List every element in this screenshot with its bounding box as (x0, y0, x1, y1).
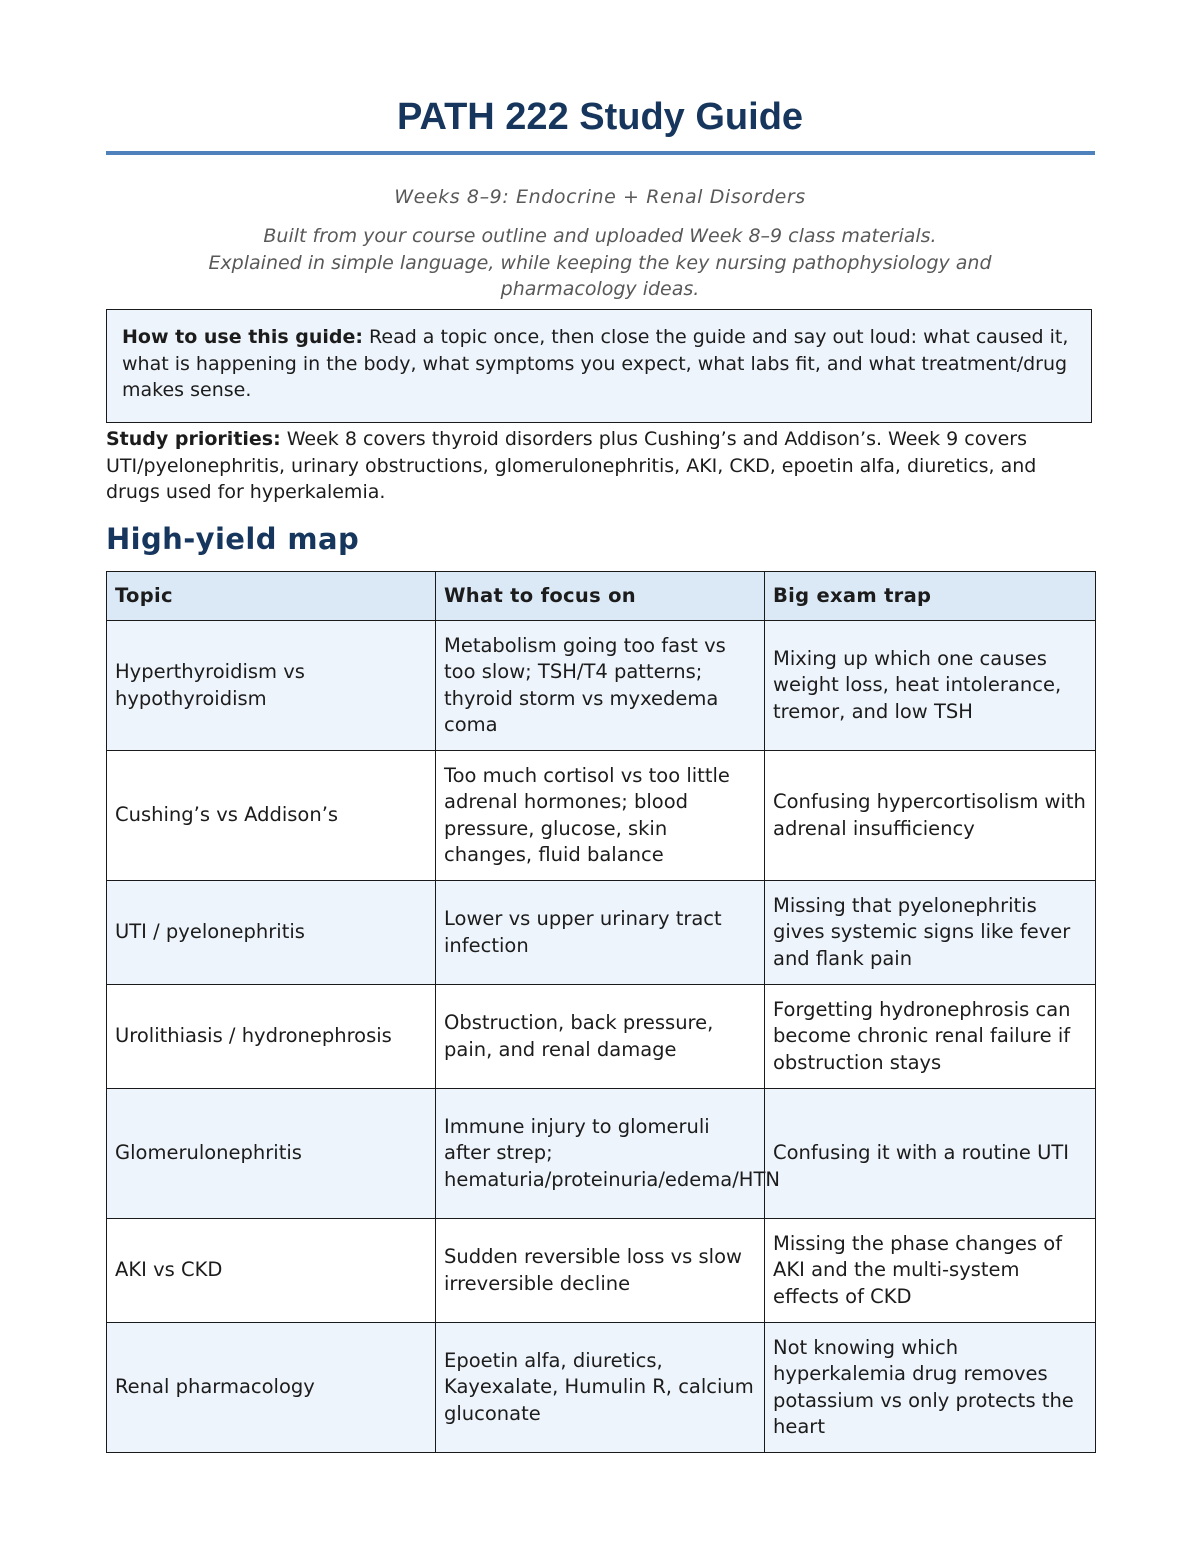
column-header-trap: Big exam trap (765, 572, 1096, 621)
focus-cell: Metabolism going too fast vs too slow; TSH/T4 patterns; thyroid storm vs myxedema coma (436, 621, 765, 751)
intro-line: Explained in simple language, while keeping the key nursing pathophysiology and (208, 251, 992, 274)
column-header-topic: Topic (107, 572, 436, 621)
focus-cell: Immune injury to glomeruli after strep; hematuria/proteinuria/edema/HTN (436, 1089, 765, 1219)
topic-cell: AKI vs CKD (107, 1219, 436, 1323)
intro-text (150, 223, 1050, 303)
trap-cell: Forgetting hydronephrosis can become chronic renal failure if obstruction stays (765, 985, 1096, 1089)
priorities-label: Study priorities: (106, 428, 281, 450)
priorities-text: Week 8 covers thyroid disorders plus Cushing’s and Addison’s. Week 9 covers UTI/pyelonephritis, urinary obstructions, glomerulonephritis, AKI, CKD, epoetin alfa, diuretics, and drugs used for hyperkalemia. (106, 428, 1037, 503)
table-row (107, 1323, 1096, 1453)
study-priorities (106, 426, 1096, 506)
document-subtitle: Weeks 8–9: Endocrine + Renal Disorders (394, 186, 806, 208)
trap-cell: Missing that pyelonephritis gives systemic signs like fever and flank pain (765, 881, 1096, 985)
table-row (107, 1219, 1096, 1323)
table-row (107, 621, 1096, 751)
topic-cell: Cushing’s vs Addison’s (107, 751, 436, 881)
focus-cell: Epoetin alfa, diuretics, Kayexalate, Humulin R, calcium gluconate (436, 1323, 765, 1453)
focus-cell: Lower vs upper urinary tract infection (436, 881, 765, 985)
topic-cell: Hyperthyroidism vs hypothyroidism (107, 621, 436, 751)
table-row (107, 881, 1096, 985)
intro-line: Built from your course outline and uploaded Week 8–9 class materials. (263, 225, 937, 247)
trap-cell: Mixing up which one causes weight loss, heat intolerance, tremor, and low TSH (765, 621, 1096, 751)
topic-cell: UTI / pyelonephritis (107, 881, 436, 985)
table-row (107, 985, 1096, 1089)
table-row (107, 751, 1096, 881)
focus-cell: Too much cortisol vs too little adrenal hormones; blood pressure, glucose, skin changes, fluid balance (436, 751, 765, 881)
howto-text: Read a topic once, then close the guide and say out loud: what caused it, what is happening in the body, what symptoms you expect, what labs fit, and what treatment/drug makes sense. (122, 326, 1069, 401)
table-header-row (107, 572, 1096, 621)
column-header-focus: What to focus on (436, 572, 765, 621)
how-to-use-callout (106, 309, 1092, 423)
howto-label: How to use this guide: (122, 326, 363, 348)
topic-cell: Renal pharmacology (107, 1323, 436, 1453)
trap-cell: Confusing hypercortisolism with adrenal insufficiency (765, 751, 1096, 881)
trap-cell: Confusing it with a routine UTI (765, 1089, 1096, 1219)
high-yield-table (106, 571, 1096, 1453)
section-heading: High-yield map (106, 522, 360, 556)
intro-line: pharmacology ideas. (500, 278, 700, 300)
title-divider (106, 151, 1095, 155)
trap-cell: Not knowing which hyperkalemia drug removes potassium vs only protects the heart (765, 1323, 1096, 1453)
focus-cell: Obstruction, back pressure, pain, and renal damage (436, 985, 765, 1089)
focus-cell: Sudden reversible loss vs slow irreversible decline (436, 1219, 765, 1323)
topic-cell: Urolithiasis / hydronephrosis (107, 985, 436, 1089)
table-row (107, 1089, 1096, 1219)
trap-cell: Missing the phase changes of AKI and the multi-system effects of CKD (765, 1219, 1096, 1323)
topic-cell: Glomerulonephritis (107, 1089, 436, 1219)
document-title: PATH 222 Study Guide (396, 96, 804, 138)
